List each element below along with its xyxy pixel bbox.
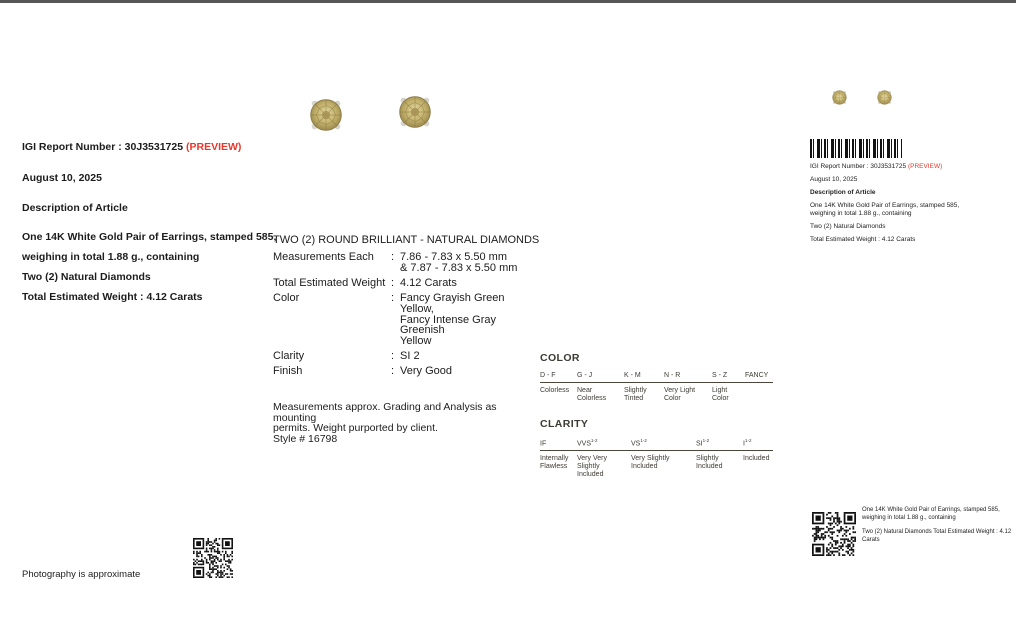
detail-separator: : [391, 292, 395, 304]
detail-value: Very Good [400, 365, 452, 377]
earring-photo-right [394, 91, 436, 133]
detail-label: Total Estimated Weight [273, 277, 386, 289]
detail-label: Measurements Each [273, 251, 374, 263]
color-scale-rule [540, 382, 773, 383]
diamond-icon [305, 94, 347, 136]
detail-value: 7.86 - 7.83 x 5.50 mm & 7.87 - 7.83 x 5.50 mm [400, 251, 518, 274]
details-title: TWO (2) ROUND BRILLIANT - NATURAL DIAMONDS [273, 234, 540, 246]
description-heading: Description of Article [22, 202, 128, 214]
side-report-number: IGI Report Number : 30J3531725 (PREVIEW) [810, 163, 943, 170]
description-line: Total Estimated Weight : 4.12 Carats [22, 291, 203, 303]
detail-row-total-weight [273, 278, 541, 289]
side-report-date: August 10, 2025 [810, 176, 858, 183]
color-scale-title: COLOR [540, 352, 580, 364]
side-description-line: weighing in total 1.88 g., containing [810, 210, 912, 217]
side-description-line: One 14K White Gold Pair of Earrings, stamped 585, [810, 202, 960, 209]
description-line: Two (2) Natural Diamonds [22, 271, 151, 283]
detail-row-finish [273, 366, 541, 377]
detail-label: Finish [273, 365, 303, 377]
report-number [22, 141, 284, 153]
diamond-icon [394, 91, 436, 133]
detail-row-clarity [273, 351, 541, 362]
side-description-heading: Description of Article [810, 189, 876, 196]
qr-code-icon [812, 512, 856, 556]
detail-value: Fancy Grayish Green Yellow, Fancy Intense Gray Greenish Yellow [400, 292, 505, 347]
earring-photo-left-small [830, 88, 849, 107]
detail-label: Color [273, 292, 300, 304]
report-date: August 10, 2025 [22, 172, 102, 184]
diamond-icon [875, 88, 894, 107]
detail-value: SI 2 [400, 350, 420, 362]
diamond-details [273, 234, 541, 444]
earring-photo-right-small [875, 88, 894, 107]
grading-footnote: Measurements approx. Grading and Analysis as mounting permits. Weight purported by client. Style # 16798 [273, 401, 497, 445]
earring-photo-left [305, 94, 347, 136]
detail-separator: : [391, 277, 395, 289]
preview-tag: (PREVIEW) [907, 163, 943, 170]
preview-tag: (PREVIEW) [186, 141, 242, 153]
barcode-icon [810, 139, 902, 158]
detail-value: 4.12 Carats [400, 277, 457, 289]
clarity-scale-grades: IF VVS$^{1-2}$ VS$^{1-2}$ SI$^{1-2}$ $I^{1-2}$ [540, 438, 752, 448]
clarity-scale-title: CLARITY [540, 418, 589, 430]
bottom-right-summary: One 14K White Gold Pair of Earrings, stamped 585, weighing in total 1.88 g., containing Two (2) Natural Diamonds Total Estimated Weight : 4.12 Carats [862, 507, 1012, 543]
top-border-bar [0, 0, 1016, 3]
detail-separator: : [391, 365, 395, 377]
photography-note: Photography is approximate [22, 569, 141, 580]
report-summary [22, 141, 284, 311]
description-line: One 14K White Gold Pair of Earrings, stamped 585, [22, 231, 277, 243]
grading-scales [540, 352, 773, 479]
color-scale-grades: D - F G - J K - M N - R S - Z FANCY [540, 372, 769, 379]
clarity-scale [540, 418, 773, 479]
detail-separator: : [391, 350, 395, 362]
side-panel-summary [810, 163, 980, 249]
detail-separator: : [391, 251, 395, 263]
diamond-icon [830, 88, 849, 107]
color-scale-descriptions: Colorless Near Colorless Slightly Tinted Very Light Color Light Color [540, 387, 729, 402]
detail-label: Clarity [273, 350, 305, 362]
report-number-text: IGI Report Number : 30J3531725 [22, 141, 184, 153]
clarity-scale-rule [540, 450, 773, 451]
qr-code-icon [193, 538, 233, 578]
description-line: weighing in total 1.88 g., containing [22, 251, 200, 263]
side-description-line: Two (2) Natural Diamonds [810, 223, 886, 230]
clarity-scale-descriptions: Internally Flawless Very Very Slightly Included Very Slightly Included Slightly Included Included [540, 455, 770, 479]
detail-row-measurements [273, 252, 541, 274]
detail-row-color [273, 293, 541, 347]
side-description-line: Total Estimated Weight : 4.12 Carats [810, 236, 916, 243]
